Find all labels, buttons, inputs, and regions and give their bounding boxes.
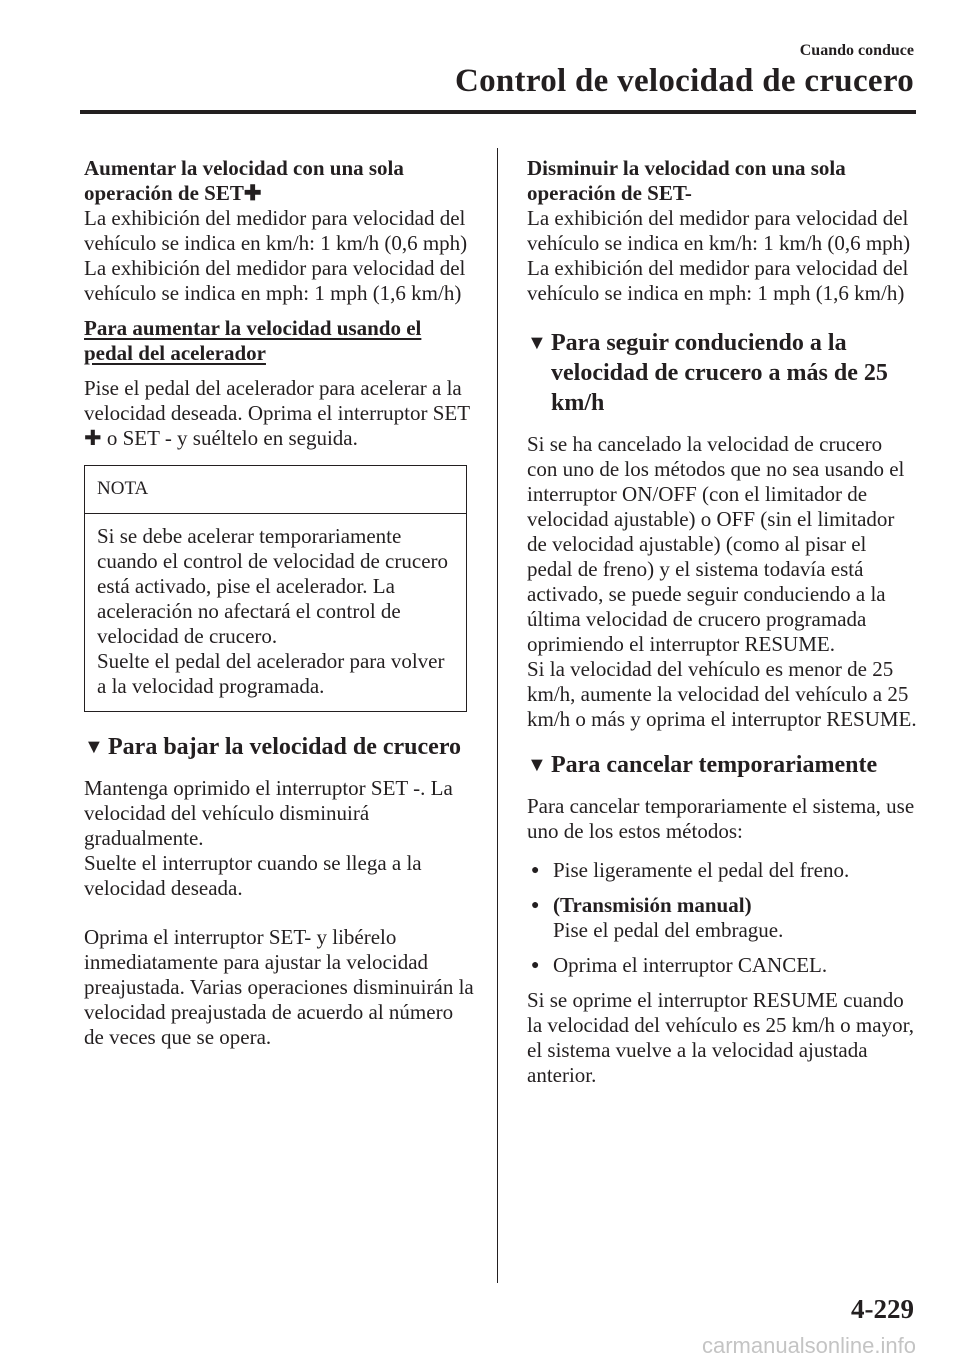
resume-heading: ▼ Para seguir conduciendo a la velocidad de crucero a más de 25 km/h bbox=[527, 330, 888, 416]
increase-once-km: La exhibición del medidor para velocidad del vehículo se indica en km/h: 1 km/h (0,6 mph) bbox=[84, 206, 468, 255]
reduce-text: Suelte el interruptor cuando se llega a la velocidad deseada. bbox=[84, 851, 422, 900]
accel-pedal-text: Pise el pedal del acelerador para acelerar a la velocidad deseada. Oprima el interruptor SET ✚ o SET - y suéltelo en seguida. bbox=[84, 376, 470, 450]
list-item: ● (Transmisión manual) Pise el pedal del embrague. bbox=[527, 893, 917, 943]
cancel-intro: Para cancelar temporariamente el sistema, use uno de los estos métodos: bbox=[527, 794, 915, 843]
increase-once-title: Aumentar la velocidad con una sola operación de SET✚ bbox=[84, 156, 404, 205]
right-column bbox=[527, 156, 917, 1088]
section-header: Cuando conduce bbox=[799, 42, 914, 59]
page-number: 4-229 bbox=[851, 1294, 914, 1324]
plus-icon: ✚ bbox=[84, 426, 102, 450]
triangle-down-icon: ▼ bbox=[84, 736, 104, 758]
triangle-down-icon: ▼ bbox=[527, 754, 547, 776]
plus-icon: ✚ bbox=[243, 181, 262, 205]
triangle-down-icon: ▼ bbox=[527, 332, 547, 354]
bullet-icon: ● bbox=[531, 898, 540, 913]
decrease-once-km: La exhibición del medidor para velocidad del vehículo se indica en km/h: 1 km/h (0,6 mph) bbox=[527, 206, 911, 255]
note-box bbox=[84, 465, 467, 712]
decrease-once-mph: La exhibición del medidor para velocidad del vehículo se indica en mph: 1 mph (1,6 km/h) bbox=[527, 256, 909, 305]
resume-text: Si la velocidad del vehículo es menor de 25 km/h, aumente la velocidad del vehículo a 25 km/h o más y oprima el interruptor RESUME. bbox=[527, 657, 917, 731]
note-text: Suelte el pedal del acelerador para volver a la velocidad programada. bbox=[97, 649, 445, 698]
note-title: NOTA bbox=[85, 466, 466, 514]
resume-text: Si se ha cancelado la velocidad de crucero con uno de los métodos que no sea usando el interruptor ON/OFF (con el limitador de velocidad ajustable) o OFF (sin el limitador de velocidad ajustable) (como al pisar el pedal de freno) y el sistema todavía está activado, se puede seguir conduciendo a la última velocidad de crucero programada oprimiendo el interruptor RESUME. bbox=[527, 432, 905, 656]
bullet-icon: ● bbox=[531, 863, 540, 878]
decrease-once-title: Disminuir la velocidad con una sola operación de SET- bbox=[527, 156, 846, 205]
column-divider bbox=[497, 148, 498, 1283]
cancel-heading: ▼ Para cancelar temporariamente bbox=[527, 752, 878, 778]
list-item: ● Pise ligeramente el pedal del freno. bbox=[527, 858, 917, 883]
list-item: ● Oprima el interruptor CANCEL. bbox=[527, 953, 917, 978]
left-column bbox=[84, 156, 474, 1050]
cancel-outro: Si se oprime el interruptor RESUME cuando la velocidad del vehículo es 25 km/h o mayor, el sistema vuelve a la velocidad ajustada anterior. bbox=[527, 988, 914, 1087]
increase-once-mph: La exhibición del medidor para velocidad del vehículo se indica en mph: 1 mph (1,6 km/h) bbox=[84, 256, 466, 305]
reduce-heading: ▼ Para bajar la velocidad de crucero bbox=[84, 734, 462, 760]
note-text: Si se debe acelerar temporariamente cuando el control de velocidad de crucero está activado, pise el acelerador. La aceleración no afectará el control de velocidad de crucero. bbox=[97, 524, 449, 648]
accel-pedal-title: Para aumentar la velocidad usando el pedal del acelerador bbox=[84, 316, 422, 365]
reduce-text: Oprima el interruptor SET- y libérelo inmediatamente para ajustar la velocidad preajustada. Varias operaciones disminuirán la velocidad preajustada de acuerdo al número de veces que se opera. bbox=[84, 925, 474, 1049]
reduce-text: Mantenga oprimido el interruptor SET -. La velocidad del vehículo disminuirá gradualmente. bbox=[84, 776, 453, 850]
header-rule bbox=[80, 110, 916, 114]
chapter-title: Control de velocidad de crucero bbox=[454, 63, 914, 99]
watermark: carmanualsonline.info bbox=[701, 1333, 916, 1358]
bullet-icon: ● bbox=[531, 958, 540, 973]
note-body bbox=[85, 514, 466, 711]
